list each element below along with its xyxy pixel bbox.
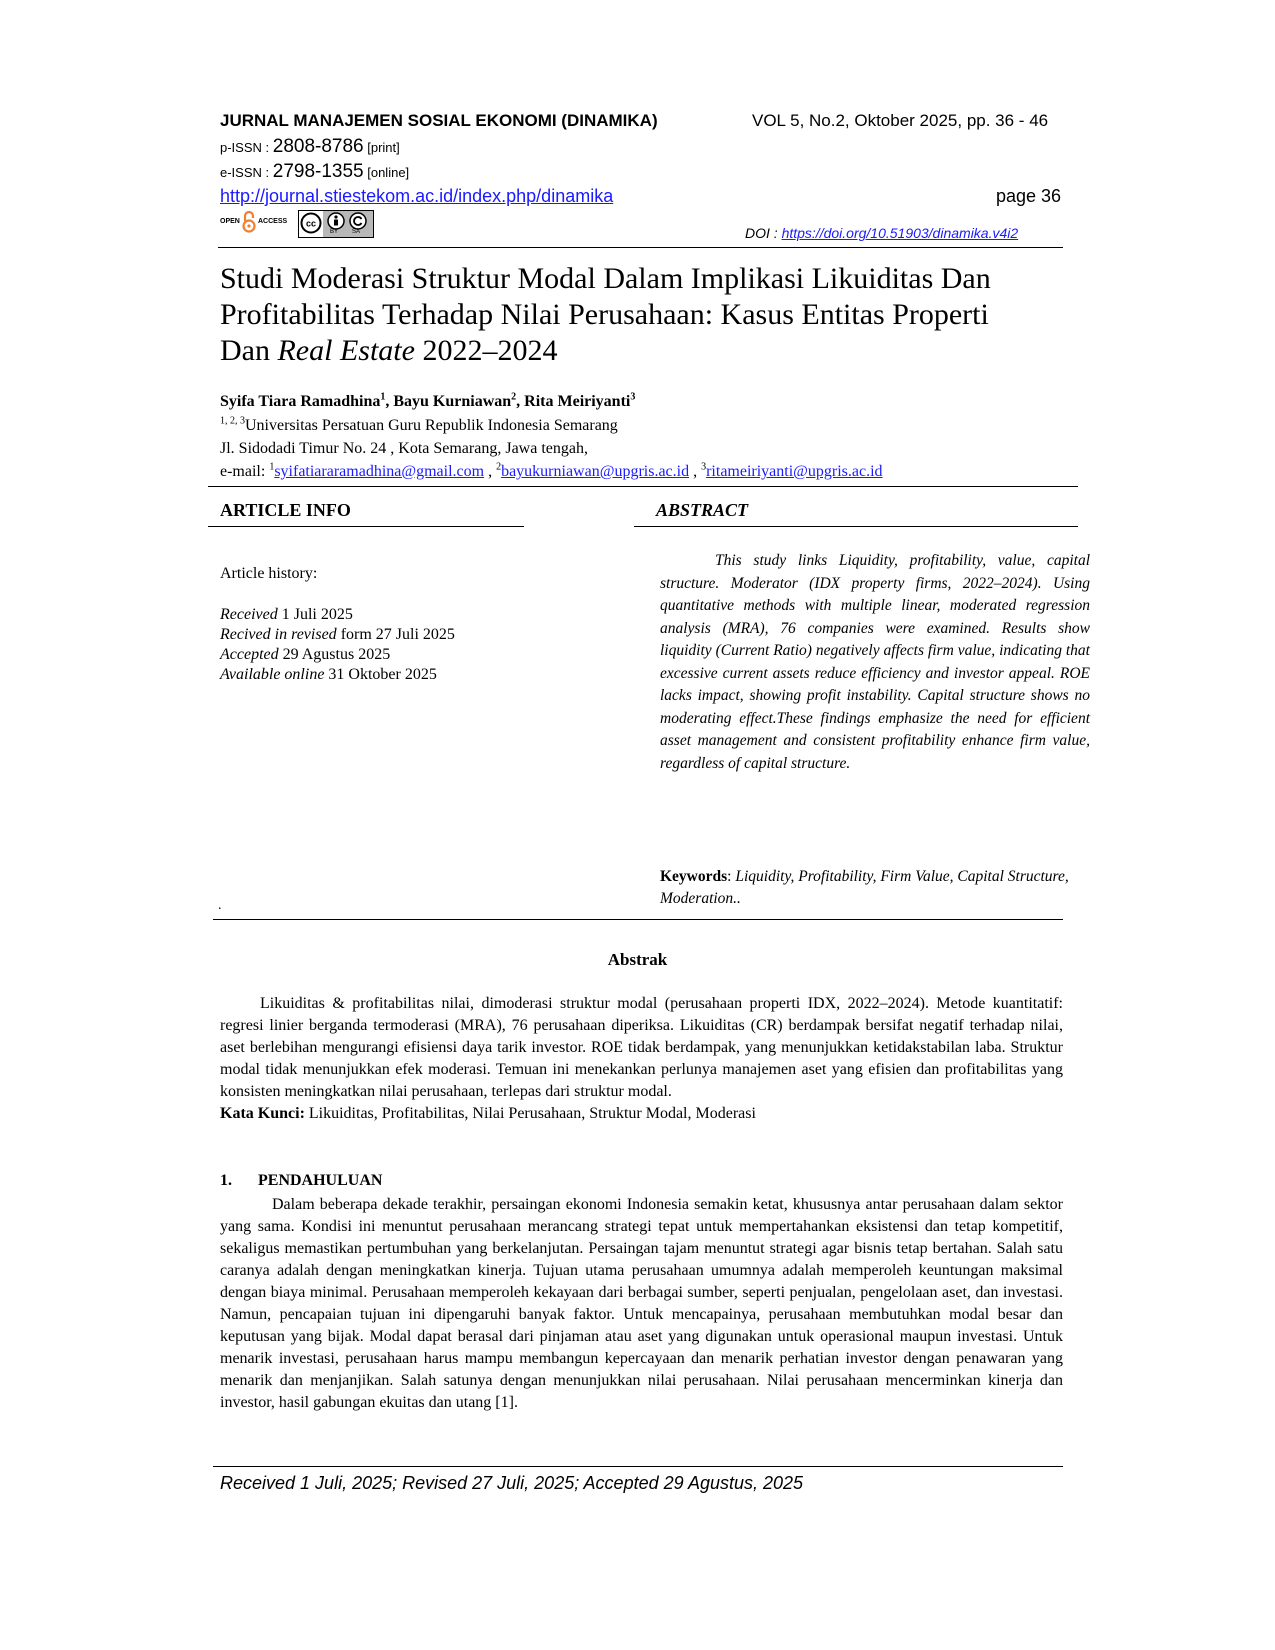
revised-value: form 27 Juli 2025 [336, 626, 455, 643]
abstrak-body [220, 993, 1063, 1125]
author-2-sup: 2 [511, 391, 517, 403]
article-dates [220, 605, 455, 685]
volume-info: VOL 5, No.2, Oktober 2025, pp. 36 - 46 [752, 111, 1049, 130]
author-3: Rita Meiriyanti [524, 393, 631, 410]
title-line-1: Studi Moderasi Struktur Modal Dalam Implikasi Likuiditas Dan [220, 262, 991, 295]
section-1-number: 1. [220, 1172, 232, 1189]
online-value: 31 Oktober 2025 [324, 666, 437, 683]
pissn-line [220, 136, 400, 158]
email-sep-1: , [484, 463, 497, 480]
pissn-label: p-ISSN : [220, 140, 273, 155]
eissn-label: e-ISSN : [220, 165, 273, 180]
email-3-sup: 3 [701, 461, 707, 473]
article-info-underline [208, 526, 524, 527]
author-2: Bayu Kurniawan [393, 393, 512, 410]
article-title [220, 261, 1060, 369]
abstrak-heading: Abstrak [607, 950, 668, 969]
cc-icon [300, 212, 322, 234]
section-1-heading: PENDAHULUAN [258, 1172, 383, 1189]
pissn-number: 2808-8786 [272, 136, 364, 157]
kata-kunci-text: Likuiditas, Profitabilitas, Nilai Perusahaan, Struktur Modal, Moderasi [304, 1105, 756, 1122]
eissn-line [220, 161, 409, 183]
abstrak-text: Likuiditas & profitabilitas nilai, dimoderasi struktur modal (perusahaan properti IDX, 2022–2024). Metode kuantitatif: regresi linier berganda termoderasi (MRA), 76 perusahaan diperiksa. Likuiditas (CR) berdampak bersifat negatif terhadap nilai, aset berlebihan mengurangi efisiensi daya tarik investor. ROE tidak berdampak, yang menunjukkan ketidakstabilan laba. Struktur modal tidak menunjukkan efek moderasi. Temuan ini menekankan perlunya manajemen aset yang efisien dan profitabilitas yang konsisten meningkatkan nilai perusahaan, terlepas dari struktur modal. [220, 995, 1063, 1100]
article-history-label: Article history: [220, 565, 318, 582]
affiliation [220, 417, 618, 435]
received-label: Received [220, 606, 278, 623]
keywords-line [660, 866, 1090, 910]
attribution-icon [327, 212, 345, 230]
revised-date [220, 625, 455, 645]
affiliation-sup: 1, 2, 3 [220, 415, 245, 427]
title-line-3-italic: Real Estate [277, 334, 415, 367]
cc-by-sa-badge [298, 210, 374, 238]
section-1-body [220, 1194, 1063, 1414]
abstract-divider [213, 919, 1063, 920]
open-lock-icon [242, 211, 256, 233]
journal-url-link[interactable]: http://journal.stiestekom.ac.id/index.php/dinamika [220, 186, 614, 206]
title-line-3-post: 2022–2024 [414, 334, 558, 367]
abstract-underline [634, 526, 1078, 527]
keywords-label: Keywords [660, 868, 728, 885]
title-line-3 [220, 333, 1060, 369]
share-alike-icon [349, 212, 367, 230]
online-label: Available online [220, 666, 325, 683]
email-label: e-mail: [220, 463, 270, 480]
doi-line [745, 225, 1018, 241]
page-number: page 36 [996, 186, 1062, 206]
email-1-link[interactable]: syifatiararamadhina@gmail.com [274, 463, 485, 480]
address: Jl. Sidodadi Timur No. 24 , Kota Semarang, Jawa tengah, [220, 440, 588, 457]
kata-kunci-label: Kata Kunci: [220, 1105, 305, 1122]
received-date [220, 605, 455, 625]
keywords-colon: : [727, 868, 736, 885]
authors-divider [208, 486, 1078, 487]
section-1-text: Dalam beberapa dekade terakhir, persaingan ekonomi Indonesia semakin ketat, khususnya antar perusahaan dalam sektor yang sama. Kondisi ini menuntut perusahaan merancang strategi tepat untuk mempertahankan eksistensi dan tetap kompetitif, sekaligus memastikan pertumbuhan yang berkelanjutan. Persaingan tajam menuntut strategi agar bisnis tetap bertahan. Salah satu caranya adalah dengan meningkatkan kinerja. Tujuan utama perusahaan umumnya adalah memperoleh keuntungan maksimal dengan biaya minimal. Perusahaan memperoleh kekayaan dari berbagai sumber, seperti penjualan, pengelolaan aset, dan investasi. Namun, pencapaian tujuan ini dipengaruhi banyak faktor. Untuk mencapainya, perusahaan membutuhkan modal besar dan keputusan yang bijak. Modal dapat berasal dari pinjaman atau aset yang digunakan untuk operasional maupun investasi. Untuk menarik investasi, perusahaan harus mampu membangun kepercayaan dan menarik perhatian investor dengan penawaran yang menarik dan menjanjikan. Salah satunya dengan menunjukkan nilai perusahaan. Nilai perusahaan mencerminkan kinerja dan investor, hasil gabungan ekuitas dan utang [1]. [220, 1196, 1063, 1411]
author-1: Syifa Tiara Ramadhina [220, 393, 381, 410]
email-2-link[interactable]: bayukurniawan@upgris.ac.id [501, 463, 690, 480]
affiliation-text: Universitas Persatuan Guru Republik Indonesia Semarang [245, 417, 618, 434]
email-1-sup: 1 [269, 461, 275, 473]
abstract-text: This study links Liquidity, profitability, value, capital structure. Moderator (IDX property firms, 2022–2024). Using quantitative methods with multiple linear, moderated regression analysis (MRA), 76 companies were examined. Results show liquidity (Current Ratio) negatively affects firm value, indicating that excessive current assets reduce efficiency and investor appeal. ROE lacks impact, showing profit instability. Capital structure shows no moderating effect.These findings emphasize the need for efficient asset management and consistent profitability enhance firm value, regardless of capital structure. [660, 552, 1090, 772]
eissn-number: 2798-1355 [272, 161, 364, 182]
author-list [220, 393, 635, 411]
email-2-sup: 2 [496, 461, 502, 473]
online-date [220, 665, 455, 685]
author-sep-1: , [385, 393, 394, 410]
doi-link[interactable]: https://doi.org/10.51903/dinamika.v4i2 [781, 225, 1019, 241]
open-access-text-right: ACCESS [258, 218, 288, 225]
accepted-label: Accepted [220, 646, 279, 663]
cc-by-label: BY [330, 229, 339, 235]
author-3-sup: 3 [630, 391, 636, 403]
email-line [220, 463, 883, 481]
title-line-2: Profitabilitas Terhadap Nilai Perusahaan: Kasus Entitas Properti [220, 298, 989, 331]
pissn-type: [print] [363, 140, 400, 155]
author-sep-2: , [516, 393, 525, 410]
footer-divider [213, 1466, 1063, 1467]
open-access-logo [220, 210, 300, 236]
footer-dates: Received 1 Juli, 2025; Revised 27 Juli, 2025; Accepted 29 Agustus, 2025 [220, 1473, 804, 1493]
doi-label: DOI : [745, 225, 782, 241]
kata-kunci-line [220, 1103, 1063, 1125]
revised-label: Recived in revised [220, 626, 337, 643]
stray-dot: . [218, 898, 222, 913]
author-1-sup: 1 [380, 391, 386, 403]
received-value: 1 Juli 2025 [277, 606, 353, 623]
header-divider [218, 247, 1063, 248]
svg-text:cc: cc [305, 218, 317, 229]
open-access-text-left: OPEN [220, 218, 240, 225]
abstract-heading: ABSTRACT [656, 500, 749, 520]
title-line-3-pre: Dan [220, 334, 278, 367]
email-3-link[interactable]: ritameiriyanti@upgris.ac.id [706, 463, 883, 480]
cc-sa-label: SA [352, 229, 361, 235]
accepted-value: 29 Agustus 2025 [278, 646, 391, 663]
abstract-body [660, 550, 1090, 775]
journal-name: JURNAL MANAJEMEN SOSIAL EKONOMI (DINAMIKA) [220, 111, 658, 130]
email-sep-2: , [689, 463, 702, 480]
accepted-date [220, 645, 455, 665]
eissn-type: [online] [363, 165, 410, 180]
keywords-text: Liquidity, Profitability, Firm Value, Capital Structure, Moderation.. [660, 868, 1069, 907]
article-info-heading: ARTICLE INFO [220, 500, 351, 520]
